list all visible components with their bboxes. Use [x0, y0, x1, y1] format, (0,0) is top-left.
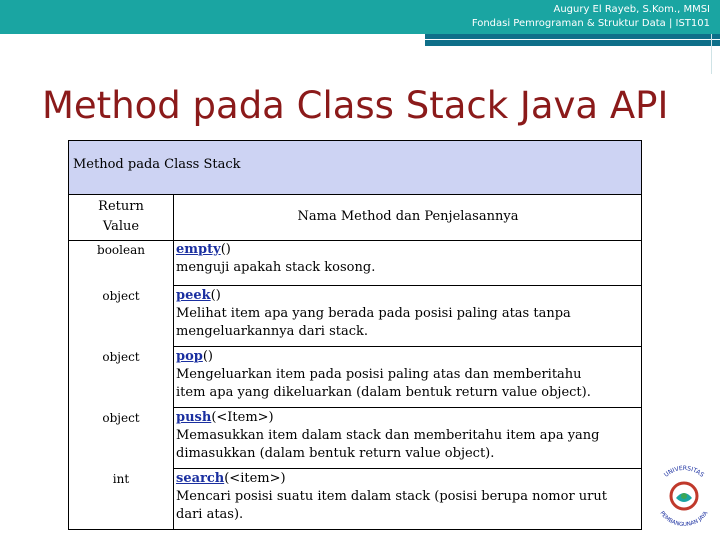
row-divider — [173, 468, 641, 469]
return-type-cell: object — [102, 411, 140, 425]
university-logo — [650, 452, 718, 534]
return-type-cell: int — [112, 472, 130, 486]
table-row — [176, 287, 638, 341]
method-link-pop[interactable]: pop — [176, 349, 203, 364]
column-divider — [173, 194, 174, 529]
return-type-cell: object — [102, 350, 140, 364]
slide-title: Method pada Class Stack Java API — [42, 84, 669, 127]
method-signature: () — [220, 242, 231, 257]
table-header-row — [69, 194, 641, 240]
method-signature: () — [202, 349, 214, 364]
header-course: Fondasi Pemrograman & Struktur Data | IST101 — [471, 18, 710, 29]
method-description: menguji apakah stack kosong. — [176, 260, 376, 275]
logo-bottom-textpath: PEMBANGUNAN JAYA — [658, 510, 710, 529]
col-header-name: Nama Method dan Penjelasannya — [297, 209, 519, 224]
method-description: Mengeluarkan item pada posisi paling atas dan memberitahu — [176, 367, 582, 382]
method-description: item apa yang dikeluarkan (dalam bentuk return value object). — [176, 385, 591, 400]
method-description: Melihat item apa yang berada pada posisi paling atas tanpa — [176, 306, 571, 321]
method-signature: (<item>) — [224, 471, 286, 486]
col-header-return — [69, 194, 173, 240]
logo-bottom-text — [659, 510, 710, 528]
accent-line — [425, 39, 720, 40]
table-caption-row — [69, 141, 641, 195]
table-row — [176, 409, 638, 463]
header-accent-bar — [425, 34, 720, 46]
right-rule — [711, 34, 712, 74]
method-description: mengeluarkannya dari stack. — [176, 324, 369, 339]
return-type-cell: boolean — [97, 243, 145, 257]
method-description: dimasukkan (dalam bentuk return value object). — [176, 446, 495, 461]
table-row — [176, 470, 638, 524]
method-description: dari atas). — [176, 507, 244, 522]
method-link-peek[interactable]: peek — [176, 288, 211, 303]
method-link-empty[interactable]: empty — [176, 242, 221, 257]
logo-center-dot-icon — [681, 493, 687, 499]
header-author: Augury El Rayeb, S.Kom., MMSI — [553, 4, 710, 15]
row-divider — [173, 346, 641, 347]
row-divider — [173, 407, 641, 408]
logo-top-textpath: UNIVERSITAS — [662, 464, 706, 479]
method-signature: () — [210, 288, 221, 303]
method-description: Memasukkan item dalam stack dan memberitahu item apa yang — [176, 428, 600, 443]
col-header-return-line2: Value — [102, 219, 140, 234]
method-link-search[interactable]: search — [176, 471, 225, 486]
method-signature: (<Item>) — [211, 410, 274, 425]
table-row — [176, 348, 638, 402]
method-table — [68, 140, 642, 530]
method-description: Mencari posisi suatu item dalam stack (posisi berupa nomor urut — [176, 489, 607, 504]
table-row — [176, 241, 638, 277]
header-text — [472, 3, 710, 31]
table-caption: Method pada Class Stack — [73, 157, 241, 172]
row-divider — [173, 285, 641, 286]
col-header-return-line1: Return — [98, 199, 144, 214]
method-link-push[interactable]: push — [176, 410, 212, 425]
logo-top-text — [663, 465, 705, 479]
return-type-cell: object — [102, 289, 140, 303]
